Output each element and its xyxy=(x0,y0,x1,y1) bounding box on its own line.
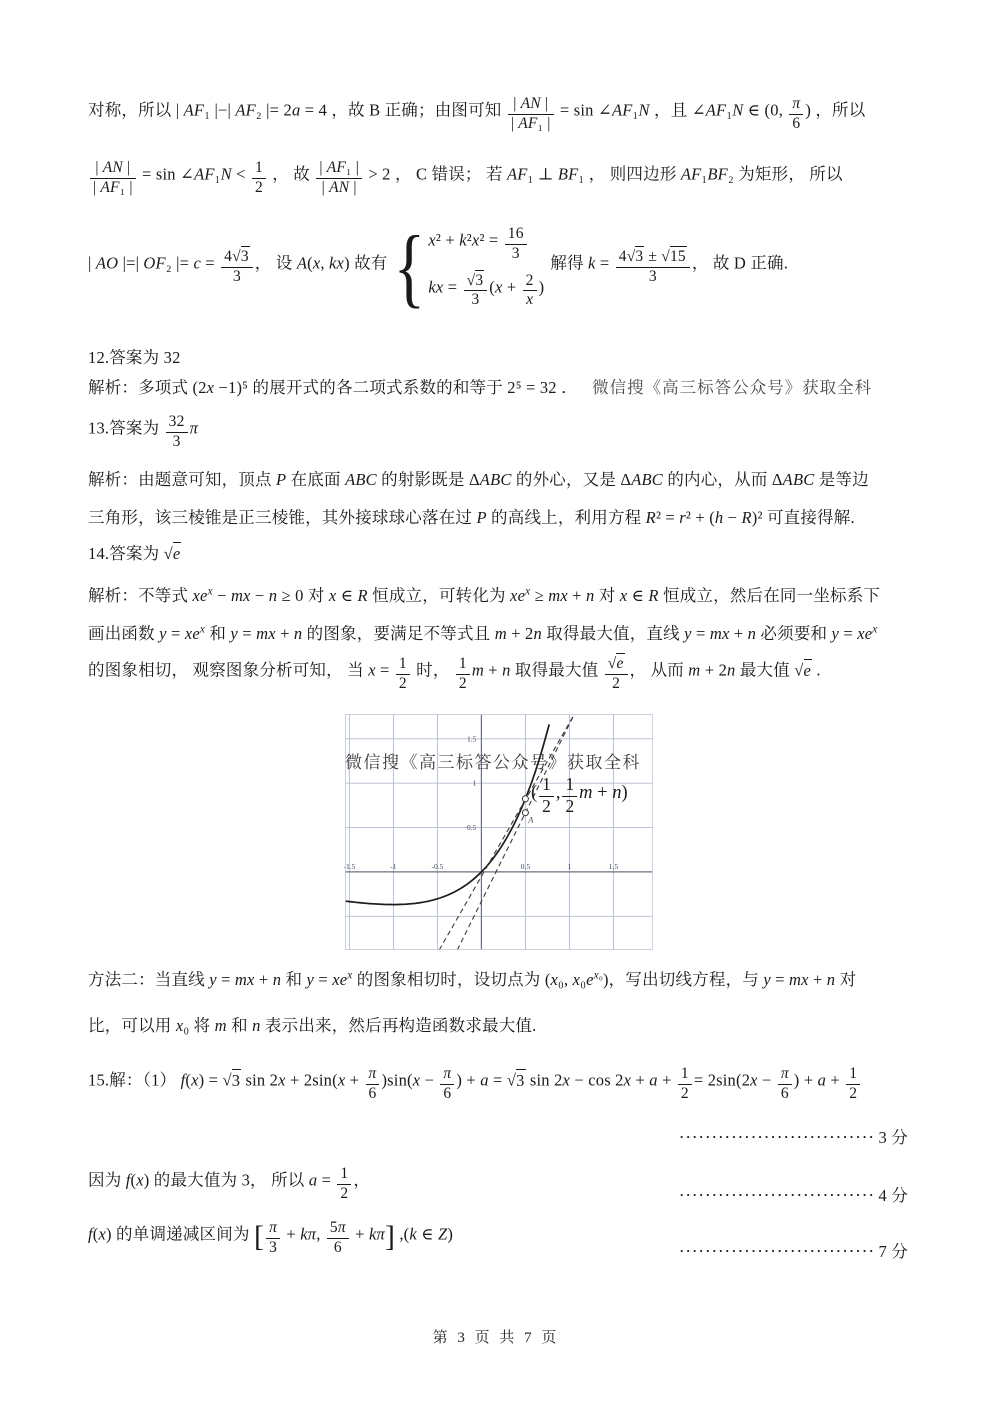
svg-text:-0.5: -0.5 xyxy=(431,861,444,871)
system-brace: { xyxy=(393,217,426,317)
answer-12: 12.答案为 32 xyxy=(88,348,181,367)
svg-text:1.5: 1.5 xyxy=(608,861,619,871)
dotted-leader: ······························ xyxy=(679,1243,876,1258)
solution-15-line-2: 因为 f(x) 的最大值为 3， 所以 a = $\frac{1}{2}$ ， xyxy=(88,1165,371,1202)
score-label-4: 4 分 xyxy=(878,1186,908,1205)
dotted-leader: ······························ xyxy=(679,1187,876,1202)
score-leader-4 xyxy=(88,1184,922,1209)
analysis-13-line-2: 三角形，该三棱锥是正三棱锥，其外接球球心落在过 P 的高线上，利用方程 R² = r² + (h − R)² 可直接得解. xyxy=(88,508,855,527)
system-equation-2: kx = $\frac{√3}{3}$ (x + $\frac{2}{x}$ ) xyxy=(428,271,545,309)
analysis-12-text: 解析：多项式 (2x −1)⁵ 的展开式的各二项式系数的和等于 2⁵ = 32 ． xyxy=(88,378,578,397)
function-graph xyxy=(345,714,653,950)
equation-post: 解得 k = $\frac{4√3 \pm √15}{3}$ ， 故 D 正确. xyxy=(550,248,789,285)
svg-text:0.5: 0.5 xyxy=(520,861,531,871)
svg-text:A: A xyxy=(528,815,534,825)
coordinate-annotation: ( $\frac{1}{2}$ , $\frac{1}{2}$ m + n) xyxy=(531,775,628,816)
page-footer: 第 3 页 共 7 页 xyxy=(432,1330,560,1346)
score-label-7: 7 分 xyxy=(878,1242,908,1261)
answer-13: 13.答案为 $\frac{32}{3}$ π xyxy=(88,413,199,450)
system-equation-1: x² + k²x² = $\frac{16}{3}$ xyxy=(428,226,544,263)
answer-14: 14.答案为 √e xyxy=(88,544,181,563)
svg-text:-1.5: -1.5 xyxy=(343,861,356,871)
score-label-3: 3 分 xyxy=(878,1128,908,1147)
svg-text:0.5: 0.5 xyxy=(467,823,477,833)
graph-watermark-text: 微信搜《高三标答公众号》获取全科 xyxy=(345,753,641,772)
equation-system xyxy=(428,226,544,309)
svg-text:-1: -1 xyxy=(390,861,397,871)
solution-11-line-1: 对称，所以 | AF₁ |−| AF₂ |= 2a = 4 ，故 B 正确；由图可知 $\frac{| AN |}{\text{| AF₁ |}}$ = sin ∠AF₁N ，且 ∠AF₁N ∈ (0, $\frac{\pi}{6}$ ) ，所以 xyxy=(88,95,866,132)
score-leader-3 xyxy=(88,1126,922,1151)
analysis-14-line-2: 画出函数 $y = xe^x$ 和 y = mx + n 的图象，要满足不等式且 m + 2n 取得最大值，直线 y = mx + n 必须要和 $y = xe^x$ xyxy=(88,623,878,643)
svg-text:1: 1 xyxy=(472,778,477,788)
score-leader-7 xyxy=(88,1240,922,1265)
analysis-13-line-1: 解析：由题意可知，顶点 P 在底面 ABC 的射影既是 ΔABC 的外心，又是 ΔABC 的内心，从而 ΔABC 是等边 xyxy=(88,470,869,489)
analysis-14-line-1: 解析：不等式 $xe^x$ − mx − n ≥ 0 对 x ∈ R 恒成立，可转化为 $xe^x$ ≥ mx + n 对 x ∈ R 恒成立，然后在同一坐标系下 xyxy=(88,585,881,605)
svg-text:1.5: 1.5 xyxy=(467,734,477,744)
solution-15-line-1: 15.解：（1） f(x) = √3 sin 2x + 2sin(x + $\frac{\pi}{6}$ )sin(x − $\frac{\pi}{6}$ ) + a = √3 sin 2x − cos 2x + a + $\frac{1}{2}$ = 2sin(2x − $\frac{\pi}{6}$ ) + a + $\frac{1}{2}$ xyxy=(88,1066,908,1103)
dotted-leader: ······························ xyxy=(679,1129,876,1144)
method2-line-1: 方法二：当直线 y = mx + n 和 $y = xe^x$ 的图象相切时，设切点为 (x₀, $x_0e^{x_0}$)，写出切线方程，与 y = mx + n 对 xyxy=(88,969,857,989)
method2-line-2: 比，可以用 x₀ 将 m 和 n 表示出来，然后再构造函数求最大值. xyxy=(88,1016,537,1035)
watermark-text: 微信搜《高三标答公众号》获取全科 xyxy=(592,378,873,397)
equation-pre: | AO |=| OF₂ |= c = $\frac{4√3}{3}$ ， 设 A(x, kx) 故有 xyxy=(88,248,388,285)
solution-11-line-3 xyxy=(88,217,908,317)
svg-text:1: 1 xyxy=(567,861,572,871)
solution-15-line-3: f(x) 的单调递减区间为 [ $\frac{\pi}{3}$ + kπ, $\frac{5\pi}{6}$ + kπ] ,(k ∈ Z) xyxy=(88,1219,454,1256)
analysis-12 xyxy=(88,376,908,401)
solution-11-line-2: $\frac{| AN |}{\text{| AF₁ |}}$ = sin ∠AF₁N < $\frac{1}{2}$ ， 故 $\frac{\text{| AF₁ |}}{| AN |}$ > 2 ， C 错误； 若 AF₁ ⊥ BF₁ ， 则四边形 AF₁BF₂ 为矩形， 所以 xyxy=(88,160,908,197)
analysis-14-line-3: 的图象相切， 观察图象分析可知， 当 x = $\frac{1}{2}$ 时， $\frac{1}{2}$ m + n 取得最大值 $\frac{√e}{2}$ ， 从而 m + 2n 最大值 √e . xyxy=(88,655,821,692)
